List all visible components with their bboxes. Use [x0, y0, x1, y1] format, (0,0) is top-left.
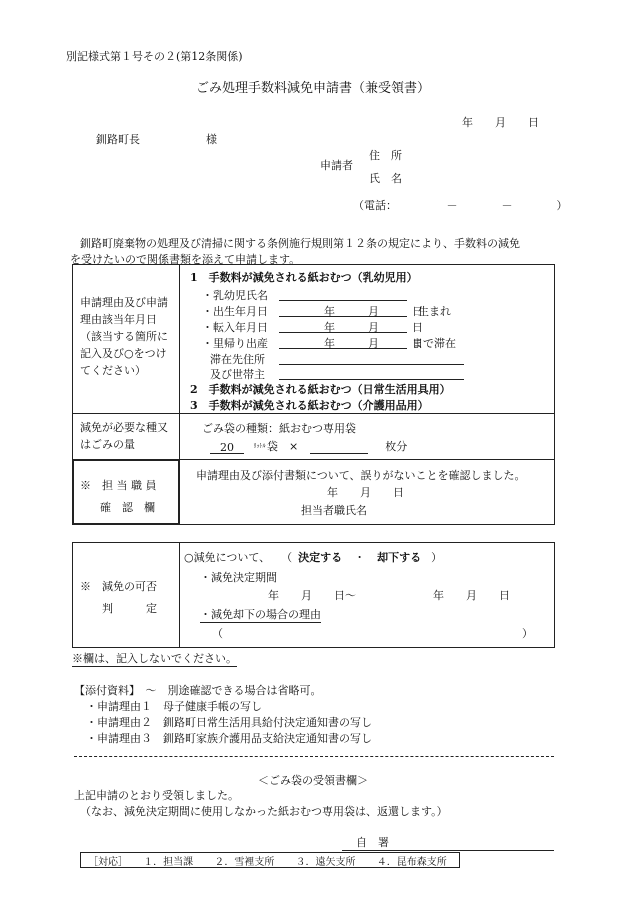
staff-left-label: ※ 担 当 職 員 確 認 欄	[80, 479, 157, 514]
signature-line[interactable]	[342, 850, 554, 851]
paren-close: ）	[522, 627, 533, 640]
intro-line-1: 釧路町廃棄物の処理及び清掃に関する条例施行規則第１２条の規定により、手数料の減免	[80, 237, 520, 250]
footer-offices: ［対応］ １．担当課 ２．雪裡支所 ３．遠矢支所 ４．昆布森支所	[88, 857, 447, 868]
date-line: 年 月 日	[462, 116, 539, 129]
signature-label: 自 署	[356, 836, 389, 849]
approve-option[interactable]: 決定する	[298, 551, 343, 564]
applicant-label: 申請者	[320, 159, 353, 172]
birth-date-label: ・出生年月日	[202, 305, 268, 318]
paren-open: （	[212, 627, 223, 640]
receipt-line-2: （なお、減免決定期間に使用しなかった紙おむつ専用袋は、返還します。）	[80, 805, 448, 818]
amount-left-label: 減免が必要な種又 はごみの量	[80, 421, 168, 451]
reject-reason-label: ・減免却下の場合の理由	[200, 608, 321, 621]
phone-label: （電話： － － ）	[353, 199, 568, 212]
office-item: １．担当課	[143, 857, 194, 868]
bag-type: ごみ袋の種類：紙おむつ専用袋	[202, 422, 356, 435]
document-title: ごみ処理手数料減免申請書（兼受領書）	[196, 81, 431, 96]
bag-count-field[interactable]	[310, 441, 368, 454]
receipt-heading: ＜ごみ袋の受領書欄＞	[258, 774, 368, 787]
address-label: 住 所	[369, 149, 402, 162]
attachment-item: ・申請理由１ 母子健康手帳の写し	[86, 700, 262, 713]
stay-suffix: まで滞在	[412, 337, 456, 350]
decision-left-label: ※ 減免の可否 判 定	[80, 580, 157, 615]
householder-field[interactable]	[279, 367, 464, 380]
infant-name-label: ・乳幼児氏名	[202, 289, 268, 302]
staff-confirm-text: 申請理由及び添付書類について、誤りがないことを確認しました。	[196, 469, 526, 482]
liter-unit: ﾘｯﾄﾙ	[253, 443, 266, 450]
note: ※欄は、記入しないでください。	[72, 652, 237, 665]
infant-name-field[interactable]	[279, 288, 407, 301]
bag-size-value[interactable]: 20	[210, 441, 244, 454]
move-date-ymd: 年 月 日	[324, 321, 423, 334]
bag-size-row	[210, 438, 407, 454]
staff-date: 年 月 日	[327, 486, 404, 499]
reason-item-2: 2 手数料が減免される紙おむつ（日常生活用具用）	[190, 383, 451, 396]
householder-label: 及び世帯主	[210, 368, 265, 381]
office-item: ４．昆布森支所	[376, 857, 447, 868]
attachment-item: ・申請理由２ 釧路町日常生活用具給付決定通知書の写し	[86, 716, 372, 729]
receipt-line-1: 上記申請のとおり受領しました。	[74, 789, 239, 802]
stay-address-label: 滞在先住所	[210, 353, 265, 366]
move-date-label: ・転入年月日	[202, 321, 268, 334]
birth-suffix: 生まれ	[418, 305, 451, 318]
sheets-label: 枚分	[385, 440, 408, 453]
name-label: 氏 名	[369, 172, 402, 185]
reason-item-3: 3 手数料が減免される紙おむつ（介護用品用）	[190, 399, 429, 412]
return-birth-label: ・里帰り出産	[202, 337, 268, 350]
office-item: ３．遠矢支所	[295, 857, 356, 868]
reject-option[interactable]: 却下する	[377, 551, 422, 564]
birth-date-ymd: 年 月 日	[324, 305, 423, 318]
period-line: 年 月 日～ 年 月 日	[268, 589, 510, 602]
form-reference: 別記様式第１号その２(第12条関係)	[66, 50, 243, 63]
stay-address-field[interactable]	[279, 352, 464, 365]
decision-line: ○減免について、 （ 決定する ・ 却下する ）	[184, 551, 443, 564]
attachment-item: ・申請理由３ 釧路町家族介護用品支給決定通知書の写し	[86, 732, 372, 745]
period-label: ・減免決定期間	[200, 571, 277, 584]
attachments-heading: 【添付資料】 ～ 別途確認できる場合は省略可。	[74, 684, 322, 697]
reason-item-1: 1 手数料が減免される紙おむつ（乳幼児用）	[190, 271, 418, 284]
staff-name-label: 担当者職氏名	[301, 504, 367, 517]
return-birth-ymd: 年 月 日	[324, 337, 423, 350]
intro-line-2: を受けたいので関係書類を添えて申請します。	[70, 253, 301, 266]
office-item: ２．雪裡支所	[214, 857, 275, 868]
cut-line	[74, 756, 554, 757]
addressee: 釧路町長 様	[96, 133, 217, 146]
bag-word: 袋 ×	[267, 440, 299, 453]
reason-left-label: 申請理由及び申請 理由該当年月日 （該当する箇所に 記入及び○をつけ てください）	[80, 296, 168, 377]
